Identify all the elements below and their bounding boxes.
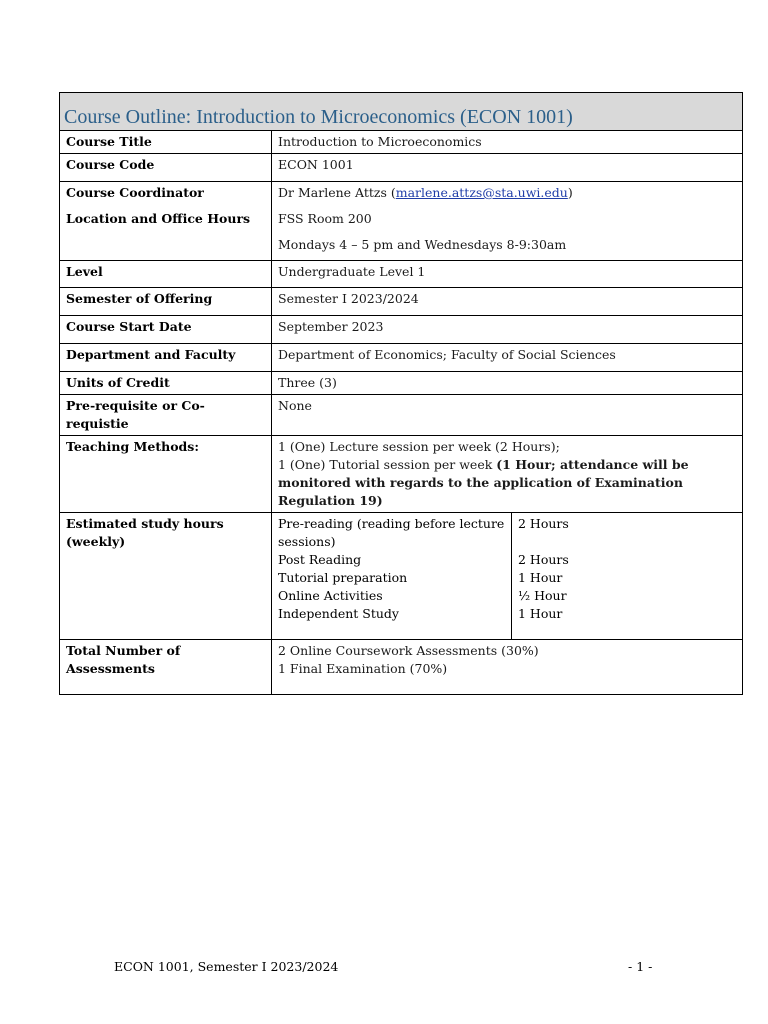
row-course-code: [60, 154, 743, 182]
document-title: Course Outline: Introduction to Microeconomics (ECON 1001): [60, 93, 743, 131]
assessment-line-2: 1 Final Examination (70%): [278, 661, 448, 676]
teaching-line-2: [278, 456, 736, 510]
row-study-hours: [60, 513, 743, 640]
activity-tutorial-prep: Tutorial preparation: [278, 570, 408, 585]
row-course-title: [60, 131, 743, 154]
activity-online: Online Activities: [278, 588, 383, 603]
label-level: Level: [60, 261, 272, 288]
label-study-hours: Estimated study hours (weekly): [60, 513, 272, 640]
label-location-office-hours: Location and Office Hours: [66, 211, 251, 226]
value-prereq: None: [272, 395, 743, 436]
activity-post-reading: Post Reading: [278, 552, 362, 567]
teaching-line-2-bold: (1 Hour; attendance will be monitored with regards to the application of Examination Regulation 19): [278, 457, 689, 508]
value-course-title: Introduction to Microeconomics: [272, 131, 743, 154]
study-activities: [272, 513, 512, 639]
row-level: [60, 261, 743, 288]
value-office-hours: Mondays 4 – 5 pm and Wednesdays 8-9:30am: [278, 237, 567, 252]
row-teaching-methods: [60, 436, 743, 513]
coordinator-suffix: ): [567, 185, 573, 200]
hours-tutorial-prep: 1 Hour: [518, 570, 563, 585]
row-start-date: [60, 316, 743, 344]
hours-online: ½ Hour: [518, 588, 567, 603]
value-units: Three (3): [272, 372, 743, 395]
activity-pre-reading: Pre-reading (reading before lecture sessions): [278, 516, 505, 549]
value-semester: Semester I 2023/2024: [272, 288, 743, 316]
row-department: [60, 344, 743, 372]
row-coordinator-location: [60, 182, 743, 261]
activity-independent: Independent Study: [278, 606, 399, 621]
row-prereq: [60, 395, 743, 436]
teaching-line-1: 1 (One) Lecture session per week (2 Hours);: [278, 439, 560, 454]
coordinator-email-link[interactable]: marlene.attzs@sta.uwi.edu: [395, 185, 568, 200]
label-course-code: Course Code: [60, 154, 272, 182]
label-course-coordinator: Course Coordinator: [66, 185, 204, 200]
label-start-date: Course Start Date: [60, 316, 272, 344]
row-assessments: [60, 640, 743, 695]
label-semester: Semester of Offering: [60, 288, 272, 316]
label-prereq: Pre-requisite or Co-requistie: [60, 395, 272, 436]
label-units: Units of Credit: [60, 372, 272, 395]
value-office-room: FSS Room 200: [278, 211, 372, 226]
row-units: [60, 372, 743, 395]
coordinator-name: Dr Marlene Attzs (: [278, 185, 396, 200]
hours-pre-reading: 2 Hours: [518, 516, 569, 531]
label-department: Department and Faculty: [60, 344, 272, 372]
hours-independent: 1 Hour: [518, 606, 563, 621]
label-teaching-methods: Teaching Methods:: [60, 436, 272, 513]
teaching-line-2-plain: 1 (One) Tutorial session per week: [278, 457, 497, 472]
label-course-title: Course Title: [60, 131, 272, 154]
footer-page-number: - 1 -: [628, 959, 653, 974]
course-outline-table: [59, 92, 743, 695]
assessment-line-1: 2 Online Coursework Assessments (30%): [278, 643, 539, 658]
value-level: Undergraduate Level 1: [272, 261, 743, 288]
value-course-code: ECON 1001: [272, 154, 743, 182]
title-row: [60, 93, 743, 131]
label-assessments: Total Number of Assessments: [60, 640, 272, 695]
row-semester: [60, 288, 743, 316]
value-course-coordinator: [278, 184, 736, 202]
hours-post-reading: 2 Hours: [518, 552, 569, 567]
footer-course-info: ECON 1001, Semester I 2023/2024: [114, 959, 339, 974]
value-start-date: September 2023: [272, 316, 743, 344]
study-hours-values: [512, 513, 742, 639]
value-department: Department of Economics; Faculty of Social Sciences: [272, 344, 743, 372]
